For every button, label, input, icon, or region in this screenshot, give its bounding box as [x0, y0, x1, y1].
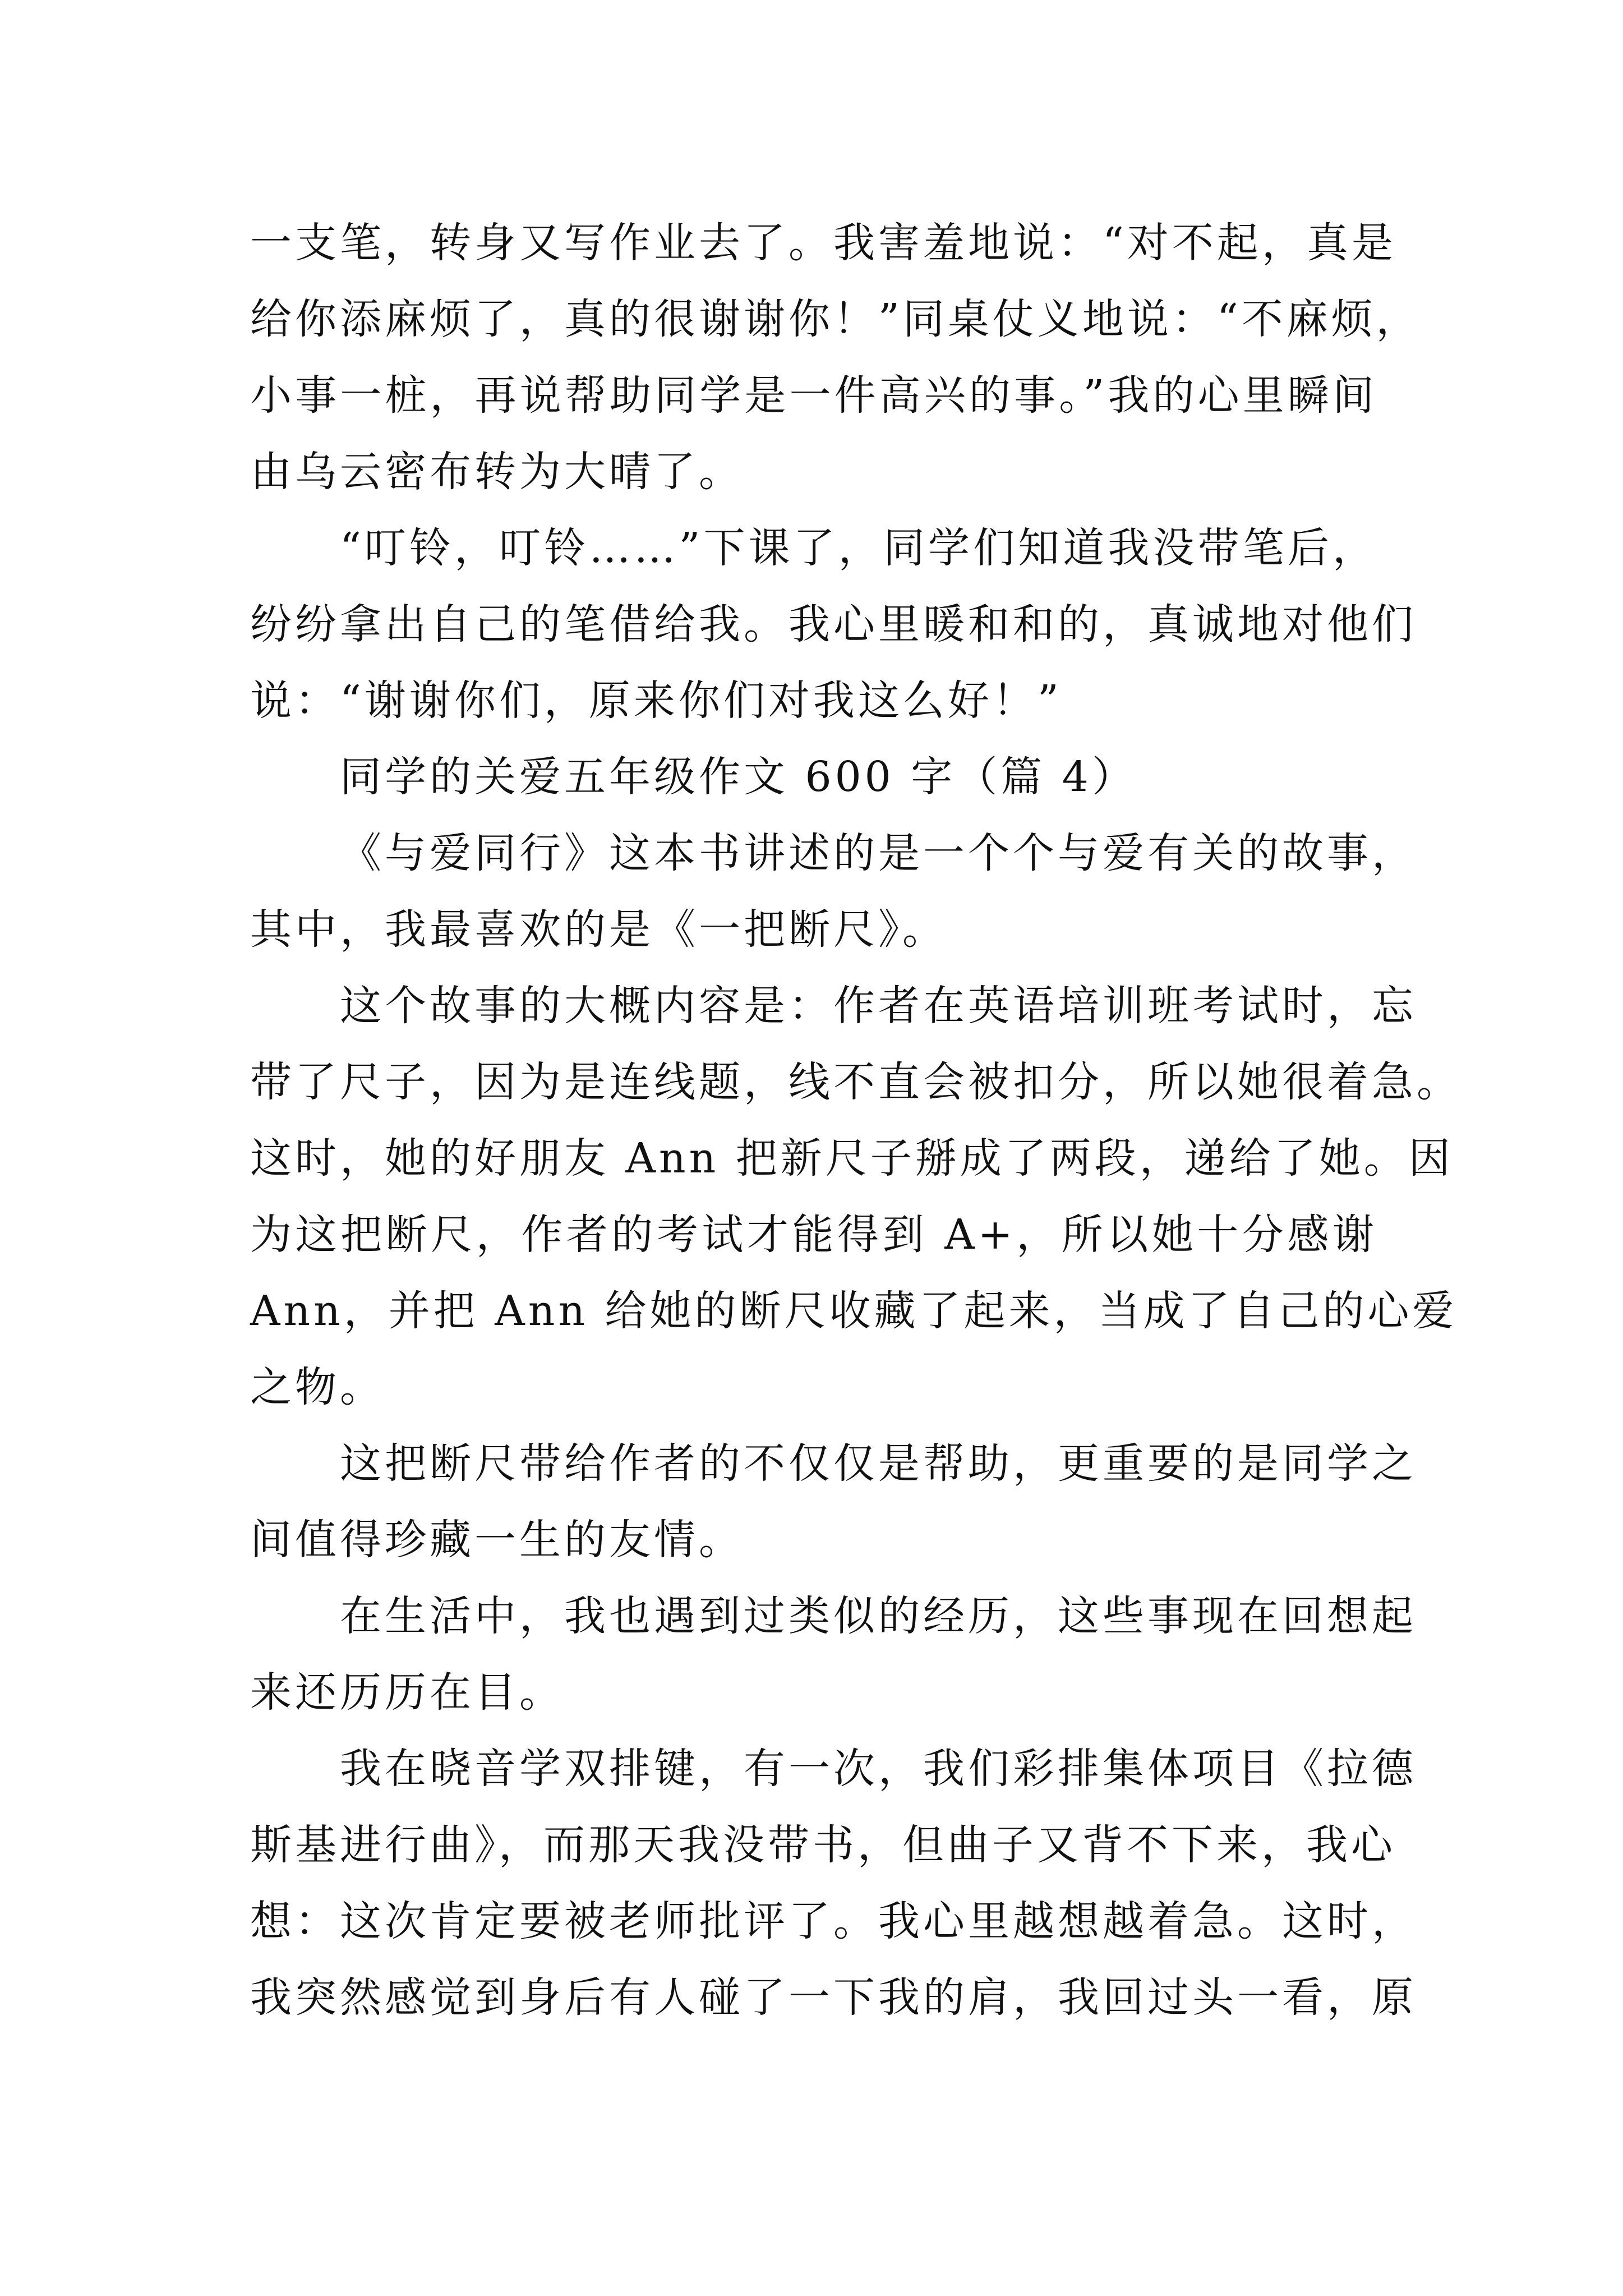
text-line-4: 由乌云密布转为大晴了。	[250, 448, 744, 496]
text-line-5: “叮铃，叮铃……”下课了，同学们知道我没带笔后，	[340, 524, 1377, 572]
text-line-13: 这时，她的好朋友 Ann 把新尺子掰成了两段，递给了她。因	[250, 1134, 1454, 1182]
text-line-23: 想：这次肯定要被老师批评了。我心里越想越着急。这时，	[250, 1897, 1417, 1945]
text-line-20: 来还历历在目。	[250, 1668, 564, 1717]
text-line-1: 一支笔，转身又写作业去了。我害羞地说：“对不起，真是	[250, 219, 1396, 267]
text-line-6: 纷纷拿出自己的笔借给我。我心里暖和和的，真诚地对他们	[250, 600, 1417, 648]
text-line-14: 为这把断尺，作者的考试才能得到 A+，所以她十分感谢	[250, 1211, 1377, 1259]
text-line-2: 给你添麻烦了，真的很谢谢你！”同桌仗义地说：“不麻烦，	[250, 295, 1421, 343]
text-line-19: 在生活中，我也遇到过类似的经历，这些事现在回想起	[340, 1592, 1417, 1640]
text-line-11: 这个故事的大概内容是：作者在英语培训班考试时，忘	[340, 982, 1417, 1030]
text-line-16: 之物。	[250, 1363, 385, 1411]
section-heading: 同学的关爱五年级作文 600 字（篇 4）	[340, 753, 1137, 801]
text-line-15: Ann，并把 Ann 给她的断尺收藏了起来，当成了自己的心爱	[250, 1287, 1458, 1335]
text-line-3: 小事一桩，再说帮助同学是一件高兴的事。”我的心里瞬间	[250, 371, 1377, 420]
text-line-9: 《与爱同行》这本书讲述的是一个个与爱有关的故事，	[340, 829, 1417, 877]
text-line-10: 其中，我最喜欢的是《一把断尺》。	[250, 905, 947, 954]
text-line-21: 我在晓音学双排键，有一次，我们彩排集体项目《拉德	[340, 1745, 1417, 1793]
text-line-17: 这把断尺带给作者的不仅仅是帮助，更重要的是同学之	[340, 1439, 1417, 1488]
text-line-12: 带了尺子，因为是连线题，线不直会被扣分，所以她很着急。	[250, 1058, 1461, 1106]
text-line-18: 间值得珍藏一生的友情。	[250, 1516, 744, 1564]
text-line-24: 我突然感觉到身后有人碰了一下我的肩，我回过头一看，原	[250, 1973, 1417, 2022]
text-line-7: 说：“谢谢你们，原来你们对我这么好！”	[250, 677, 1062, 725]
text-line-22: 斯基进行曲》，而那天我没带书，但曲子又背不下来，我心	[250, 1821, 1396, 1869]
